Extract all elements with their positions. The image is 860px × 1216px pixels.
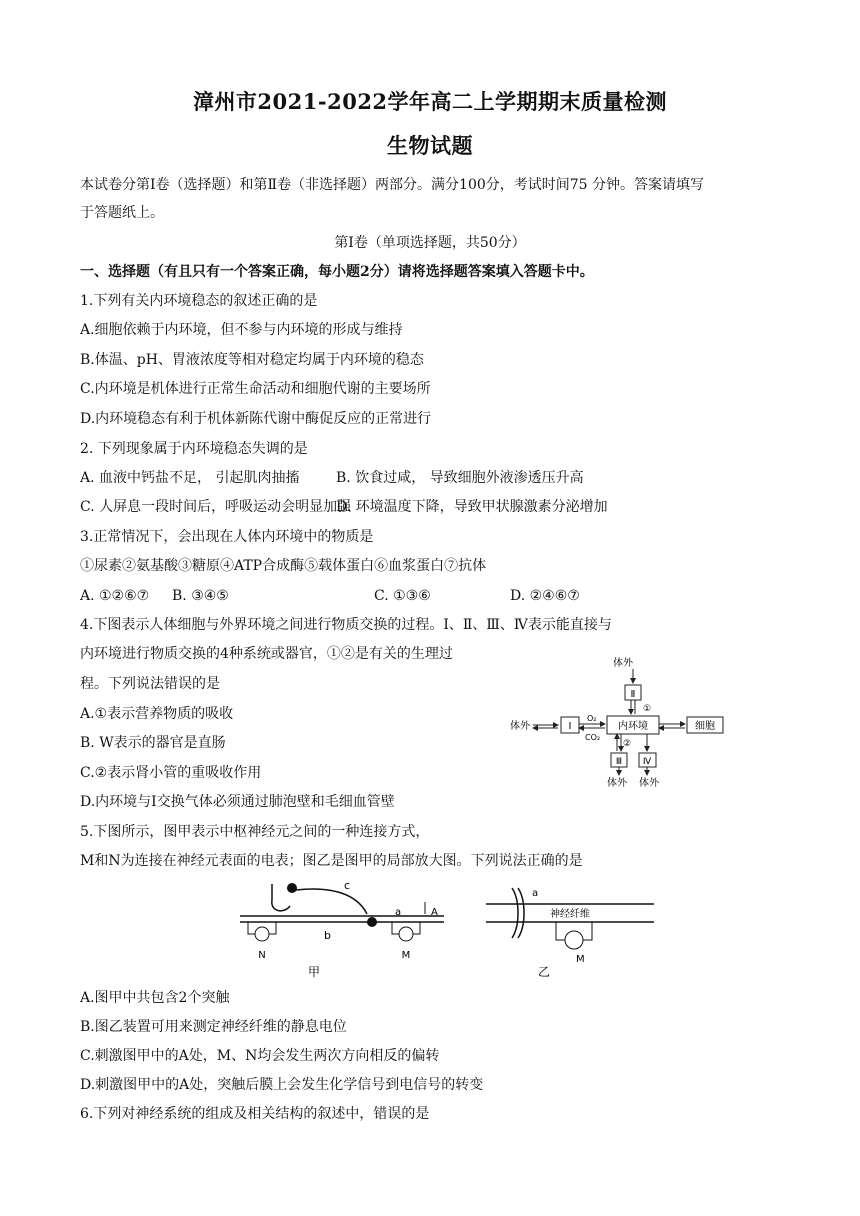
figure-caption: 乙 <box>537 965 551 979</box>
meter-n <box>255 927 269 941</box>
question-stem: 内环境进行物质交换的4种系统或器官，①②是有关的生理过 <box>80 646 453 662</box>
question-stem: 5.下图所示，图甲表示中枢神经元之间的一种连接方式， <box>80 824 430 840</box>
option-c: C.②表示肾小管的重吸收作用 <box>80 765 262 781</box>
option-b: B.体温、pH、胃液浓度等相对稳定均属于内环境的稳态 <box>80 352 424 368</box>
question-stem: 3.正常情况下，会出现在人体内环境中的物质是 <box>80 529 374 545</box>
label-a: a <box>532 888 539 899</box>
option-c: C. ①③⑥ <box>374 588 431 604</box>
option-row <box>80 469 584 487</box>
option-row <box>80 587 580 605</box>
label-N: N <box>258 950 266 961</box>
outside-label-left: 体外 <box>510 721 530 732</box>
outside-label-bottom: 体外 <box>639 778 659 789</box>
question-stem: 6.下列对神经系统的组成及相关结构的叙述中，错误的是 <box>80 1106 430 1122</box>
figure-jia <box>232 876 454 980</box>
figure-yi <box>484 882 660 980</box>
option-a: A.①表示营养物质的吸收 <box>80 706 234 722</box>
process-1-label: ① <box>643 704 652 714</box>
option-c: C. 人屏息一段时间后，呼吸运动会明显加强 <box>80 499 352 515</box>
intro-line: 本试卷分第Ⅰ卷（选择题）和第Ⅱ卷（非选择题）两部分。满分100分，考试时间75 分钟。答案请填写 <box>80 177 705 193</box>
option-d: D.内环境与Ⅰ交换气体必须通过肺泡壁和毛细血管壁 <box>80 794 395 810</box>
label-b: b <box>324 929 331 942</box>
page-subtitle: 生物试题 <box>387 133 473 158</box>
neuron-cell-body <box>287 883 297 893</box>
outside-label-top: 体外 <box>613 658 633 669</box>
meter-m <box>565 931 583 949</box>
section-heading: 一、选择题（有且只有一个答案正确，每小题2分）请将选择题答案填入答题卡中。 <box>80 264 594 280</box>
fiber-label: 神经纤维 <box>550 909 590 920</box>
o2-label: O₂ <box>587 714 597 723</box>
question-stem: 程。下列说法错误的是 <box>80 676 220 692</box>
option-a: A. ①②⑥⑦ <box>80 588 150 604</box>
option-d: D. 环境温度下降，导致甲状腺激素分泌增加 <box>336 499 608 515</box>
exchange-diagram <box>505 655 730 790</box>
intro-line: 于答题纸上。 <box>80 205 164 221</box>
option-c: C.刺激图甲中的A处，M、N均会发生两次方向相反的偏转 <box>80 1048 440 1064</box>
box-ii-label: Ⅱ <box>630 689 636 700</box>
option-c: C.内环境是机体进行正常生命活动和细胞代谢的主要场所 <box>80 381 431 397</box>
option-d: D. ②④⑥⑦ <box>510 588 580 604</box>
option-a: A.图甲中共包含2个突触 <box>80 990 230 1006</box>
co2-label: CO₂ <box>585 733 601 742</box>
question-stem: 1.下列有关内环境稳态的叙述正确的是 <box>80 293 318 309</box>
process-2-label: ② <box>623 739 632 749</box>
option-a: A.细胞依赖于内环境，但不参与内环境的形成与维持 <box>80 322 403 338</box>
figure-caption: 甲 <box>307 965 321 979</box>
label-M: M <box>576 954 585 965</box>
neuron-cell-body <box>367 917 377 927</box>
part-heading: 第Ⅰ卷（单项选择题，共50分） <box>334 235 526 251</box>
cell-label: 细胞 <box>695 721 715 732</box>
label-c: c <box>344 879 351 892</box>
option-d: D.刺激图甲中的A处，突触后膜上会发生化学信号到电信号的转变 <box>80 1077 484 1093</box>
option-b: B. ③④⑤ <box>172 588 229 604</box>
box-iii-label: Ⅲ <box>615 757 623 767</box>
question-stem: M和N为连接在神经元表面的电表；图乙是图甲的局部放大图。下列说法正确的是 <box>80 853 583 869</box>
option-b: B.图乙装置可用来测定神经纤维的静息电位 <box>80 1019 347 1035</box>
option-b: B. W表示的器官是直肠 <box>80 735 226 751</box>
option-b: B. 饮食过咸， 导致细胞外液渗透压升高 <box>336 470 584 486</box>
outside-label-bottom: 体外 <box>607 778 627 789</box>
label-A: A <box>431 907 438 918</box>
option-row <box>80 498 608 516</box>
question-stem: 2. 下列现象属于内环境稳态失调的是 <box>80 441 308 457</box>
page-title: 漳州市2021-2022学年高二上学期期末质量检测 <box>192 89 668 114</box>
box-iv-label: Ⅳ <box>642 757 652 767</box>
option-d: D.内环境稳态有利于机体新陈代谢中酶促反应的正常进行 <box>80 411 432 427</box>
option-a: A. 血液中钙盐不足， 引起肌肉抽搐 <box>80 470 300 486</box>
question-stem: 4.下图表示人体细胞与外界环境之间进行物质交换的过程。Ⅰ、Ⅱ、Ⅲ、Ⅳ表示能直接与 <box>80 617 612 633</box>
label-M: M <box>401 950 411 961</box>
question-items: ①尿素②氨基酸③糖原④ATP合成酶⑤载体蛋白⑥血浆蛋白⑦抗体 <box>80 558 487 574</box>
meter-m <box>399 927 413 941</box>
label-a: a <box>395 907 402 918</box>
box-i-label: Ⅰ <box>568 721 572 732</box>
internal-env-label: 内环境 <box>618 721 648 732</box>
